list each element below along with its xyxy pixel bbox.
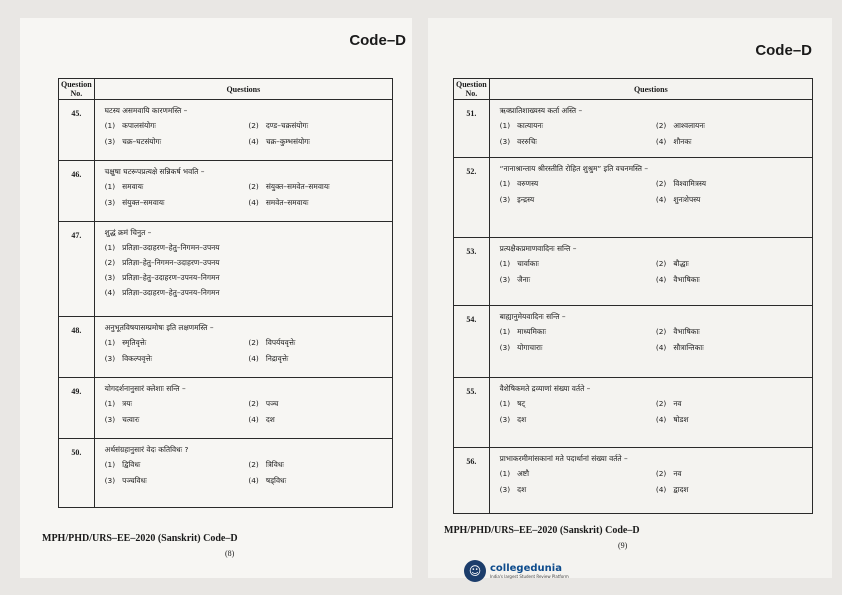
option-number: (3) — [499, 485, 511, 494]
answer-option — [500, 275, 648, 285]
question-text: घटस्य असमवायि कारणमस्ति – — [104, 106, 188, 115]
question-text: “नानाश्रान्ताय श्रीरस्तीति रोहित शुश्रुम” इति वचनमस्ति – — [499, 164, 649, 173]
option-text: माध्यमिकाः — [517, 327, 546, 336]
left-page — [20, 18, 412, 578]
answer-option — [105, 288, 384, 298]
option-text: प्रतिज्ञा–हेतु–निगमन–उदाहरण–उपनय — [122, 258, 220, 267]
option-number: (3) — [104, 198, 116, 207]
question-text: बाह्यानुमेयवादिनः सन्ति – — [499, 312, 566, 321]
option-number: (4) — [655, 485, 667, 494]
option-number: (3) — [499, 137, 511, 146]
answer-option — [500, 485, 648, 495]
option-text: दश — [265, 415, 275, 424]
option-number: (2) — [248, 399, 259, 408]
question-text: अर्थसंग्रहानुसारं वेदः कतिविधः ? — [104, 445, 189, 454]
answer-option — [105, 354, 241, 364]
answer-option — [500, 399, 648, 409]
option-text: द्वादश — [673, 485, 689, 494]
option-text: पञ्चविधः — [122, 476, 147, 485]
option-number: (2) — [655, 121, 667, 130]
option-text: प्रतिज्ञा–उदाहरण–हेतु–निगमन–उपनय — [122, 243, 220, 252]
option-text: द्विविधः — [122, 460, 141, 469]
questions-header: Questions — [94, 79, 392, 100]
option-number: (2) — [248, 338, 259, 347]
option-text: विकल्पवृत्तेः — [122, 354, 152, 363]
option-number: (2) — [248, 182, 259, 191]
option-text: आश्वलायनः — [673, 121, 705, 130]
option-text: कात्यायनः — [517, 121, 543, 130]
option-text: अष्टौ — [517, 469, 530, 478]
answer-option — [105, 258, 384, 268]
answer-option — [248, 415, 384, 425]
option-number: (2) — [248, 460, 259, 469]
option-text: जैनाः — [517, 275, 531, 284]
option-text: स्मृतिवृत्तेः — [122, 338, 147, 347]
option-text: षट् — [517, 399, 526, 408]
option-number: (1) — [499, 259, 511, 268]
option-number: (3) — [499, 415, 511, 424]
question-row — [59, 439, 393, 508]
answer-option — [105, 399, 241, 409]
option-text: दश — [517, 485, 527, 494]
answer-option — [105, 198, 241, 208]
option-number: (3) — [499, 275, 511, 284]
answer-option — [656, 399, 804, 409]
answer-option — [500, 343, 648, 353]
option-number: (1) — [499, 327, 511, 336]
option-text: पञ्च — [265, 399, 279, 408]
question-row — [59, 222, 393, 317]
option-text: चत्वारः — [122, 415, 140, 424]
option-number: (4) — [655, 415, 667, 424]
option-number: (4) — [655, 195, 667, 204]
option-number: (1) — [104, 121, 116, 130]
option-text: चक्र–घटसंयोगः — [122, 137, 162, 146]
option-text: शौनकः — [673, 137, 692, 146]
option-text: दश — [517, 415, 527, 424]
answer-option — [500, 259, 648, 269]
option-number: (2) — [655, 469, 667, 478]
option-text: विपर्ययवृत्तेः — [265, 338, 296, 347]
option-text: शुनःशेपस्य — [673, 195, 701, 204]
answer-option — [500, 137, 648, 147]
option-text: त्रयः — [122, 399, 133, 408]
question-text: वैशेषिकमते द्रव्याणां संख्या वर्तते – — [499, 384, 591, 393]
option-number: (1) — [104, 243, 116, 252]
code-label: Code–D — [755, 42, 812, 59]
option-text: निद्रावृत्तेः — [265, 354, 289, 363]
option-text: वररुचिः — [517, 137, 537, 146]
question-row — [454, 100, 813, 158]
option-number: (2) — [655, 399, 667, 408]
answer-option — [105, 460, 241, 470]
answer-option — [656, 343, 804, 353]
question-table — [58, 78, 393, 508]
option-text: त्रिविधः — [265, 460, 284, 469]
question-row — [454, 378, 813, 448]
option-number: (4) — [655, 343, 667, 352]
answer-option — [248, 338, 384, 348]
option-number: (3) — [104, 273, 116, 282]
question-number: 47. — [59, 222, 95, 317]
answer-option — [656, 179, 804, 189]
option-number: (4) — [655, 275, 667, 284]
question-row — [454, 306, 813, 378]
page-number: (8) — [225, 549, 235, 558]
right-page — [428, 18, 832, 578]
option-text: दण्ड–चक्रसंयोगः — [265, 121, 309, 130]
answer-option — [656, 121, 804, 131]
option-text: संयुक्त–समवायः — [122, 198, 165, 207]
answer-option — [105, 121, 241, 131]
question-number: 56. — [454, 448, 490, 514]
page-number: (9) — [618, 541, 628, 550]
option-number: (4) — [248, 476, 259, 485]
option-text: बौद्धाः — [673, 259, 689, 268]
question-text: ऋक्प्रातिशाख्यस्य कर्ता अस्ति – — [499, 106, 583, 115]
option-number: (1) — [499, 399, 511, 408]
question-no-header: Question No. — [59, 79, 95, 100]
option-text: योगाचाराः — [517, 343, 543, 352]
question-row — [59, 161, 393, 222]
question-number: 53. — [454, 238, 490, 306]
option-text: वैभाषिकाः — [673, 327, 700, 336]
answer-option — [500, 179, 648, 189]
option-text: वैभाषिकाः — [673, 275, 700, 284]
answer-option — [248, 476, 384, 486]
question-row — [454, 158, 813, 238]
watermark-name: collegedunia — [490, 563, 562, 574]
option-number: (1) — [104, 338, 116, 347]
option-text: प्रतिज्ञा–हेतु–उदाहरण–उपनय–निगमन — [122, 273, 220, 282]
answer-option — [105, 137, 241, 147]
code-label: Code–D — [349, 32, 406, 49]
option-text: संयुक्त–समवेत–समवायः — [265, 182, 330, 191]
option-text: सौत्रान्तिकाः — [673, 343, 704, 352]
option-number: (1) — [104, 460, 116, 469]
watermark-tagline: India's largest Student Review Platform — [490, 574, 569, 579]
answer-option — [656, 469, 804, 479]
question-text: प्रत्यक्षैकप्रमाणवादिनः सन्ति – — [499, 244, 577, 253]
question-text: चक्षुषा घटरूपप्रत्यक्षे सन्निकर्ष भवति – — [104, 167, 205, 176]
question-no-header: Question No. — [454, 79, 490, 100]
option-text: कपालसंयोगः — [122, 121, 156, 130]
option-number: (3) — [104, 476, 116, 485]
answer-option — [656, 259, 804, 269]
option-number: (1) — [499, 121, 511, 130]
footer-code: MPH/PHD/URS–EE–2020 (Sanskrit) Code–D — [42, 533, 238, 544]
question-text: प्राभाकरमीमांसकानां मते पदार्थानां संख्या वर्तते – — [499, 454, 628, 463]
answer-option — [248, 121, 384, 131]
option-number: (2) — [655, 179, 667, 188]
answer-option — [248, 198, 384, 208]
option-text: वरुणस्य — [517, 179, 539, 188]
option-number: (1) — [104, 399, 116, 408]
questions-header: Questions — [489, 79, 812, 100]
option-text: नव — [673, 399, 682, 408]
question-row — [59, 100, 393, 161]
option-number: (1) — [104, 182, 116, 191]
question-number: 49. — [59, 378, 95, 439]
option-number: (3) — [499, 343, 511, 352]
question-number: 54. — [454, 306, 490, 378]
option-text: षड्विधः — [265, 476, 287, 485]
answer-option — [656, 485, 804, 495]
question-text: अनुभूतविषयासम्प्रमोषः इति लक्षणमस्ति – — [104, 323, 214, 332]
footer-code: MPH/PHD/URS–EE–2020 (Sanskrit) Code–D — [444, 525, 640, 536]
option-text: इन्द्रस्य — [517, 195, 535, 204]
option-text: चक्र–कुम्भसंयोगः — [265, 137, 310, 146]
answer-option — [248, 460, 384, 470]
option-number: (4) — [248, 354, 259, 363]
collegedunia-watermark — [464, 560, 569, 582]
option-number: (3) — [104, 415, 116, 424]
question-row — [454, 238, 813, 306]
option-number: (4) — [248, 415, 259, 424]
option-text: चार्वाकाः — [517, 259, 539, 268]
answer-option — [500, 469, 648, 479]
option-number: (4) — [248, 137, 259, 146]
option-text: विश्वामित्रस्य — [673, 179, 707, 188]
answer-option — [500, 327, 648, 337]
question-table — [453, 78, 813, 514]
option-text: षोडश — [673, 415, 689, 424]
answer-option — [656, 275, 804, 285]
option-text: प्रतिज्ञा–उदाहरण–हेतु–उपनय–निगमन — [122, 288, 220, 297]
option-number: (1) — [499, 469, 511, 478]
option-number: (2) — [104, 258, 116, 267]
answer-option — [105, 338, 241, 348]
mascot-icon: ☺ — [464, 560, 486, 582]
answer-option — [105, 182, 241, 192]
answer-option — [656, 327, 804, 337]
question-row — [59, 378, 393, 439]
answer-option — [248, 354, 384, 364]
option-number: (3) — [104, 354, 116, 363]
answer-option — [105, 273, 384, 283]
option-number: (3) — [104, 137, 116, 146]
answer-option — [656, 195, 804, 205]
option-number: (4) — [655, 137, 667, 146]
option-text: नव — [673, 469, 682, 478]
answer-option — [105, 476, 241, 486]
question-text: शुद्धं क्रमं चिनुत – — [104, 228, 152, 237]
option-number: (2) — [655, 327, 667, 336]
answer-option — [248, 399, 384, 409]
answer-option — [656, 415, 804, 425]
question-number: 51. — [454, 100, 490, 158]
answer-option — [500, 195, 648, 205]
question-row — [454, 448, 813, 514]
answer-option — [248, 137, 384, 147]
question-row — [59, 317, 393, 378]
option-text: समवायः — [122, 182, 144, 191]
answer-option — [500, 415, 648, 425]
option-number: (3) — [499, 195, 511, 204]
option-text: समवेत–समवायः — [265, 198, 309, 207]
question-number: 46. — [59, 161, 95, 222]
question-number: 45. — [59, 100, 95, 161]
question-text: योगदर्शनानुसारं क्लेशाः सन्ति – — [104, 384, 186, 393]
question-number: 52. — [454, 158, 490, 238]
option-number: (4) — [248, 198, 259, 207]
question-number: 48. — [59, 317, 95, 378]
question-number: 50. — [59, 439, 95, 508]
answer-option — [105, 243, 384, 253]
answer-option — [656, 137, 804, 147]
option-number: (1) — [499, 179, 511, 188]
answer-option — [500, 121, 648, 131]
option-number: (2) — [655, 259, 667, 268]
answer-option — [105, 415, 241, 425]
question-number: 55. — [454, 378, 490, 448]
option-number: (2) — [248, 121, 259, 130]
option-number: (4) — [104, 288, 116, 297]
answer-option — [248, 182, 384, 192]
